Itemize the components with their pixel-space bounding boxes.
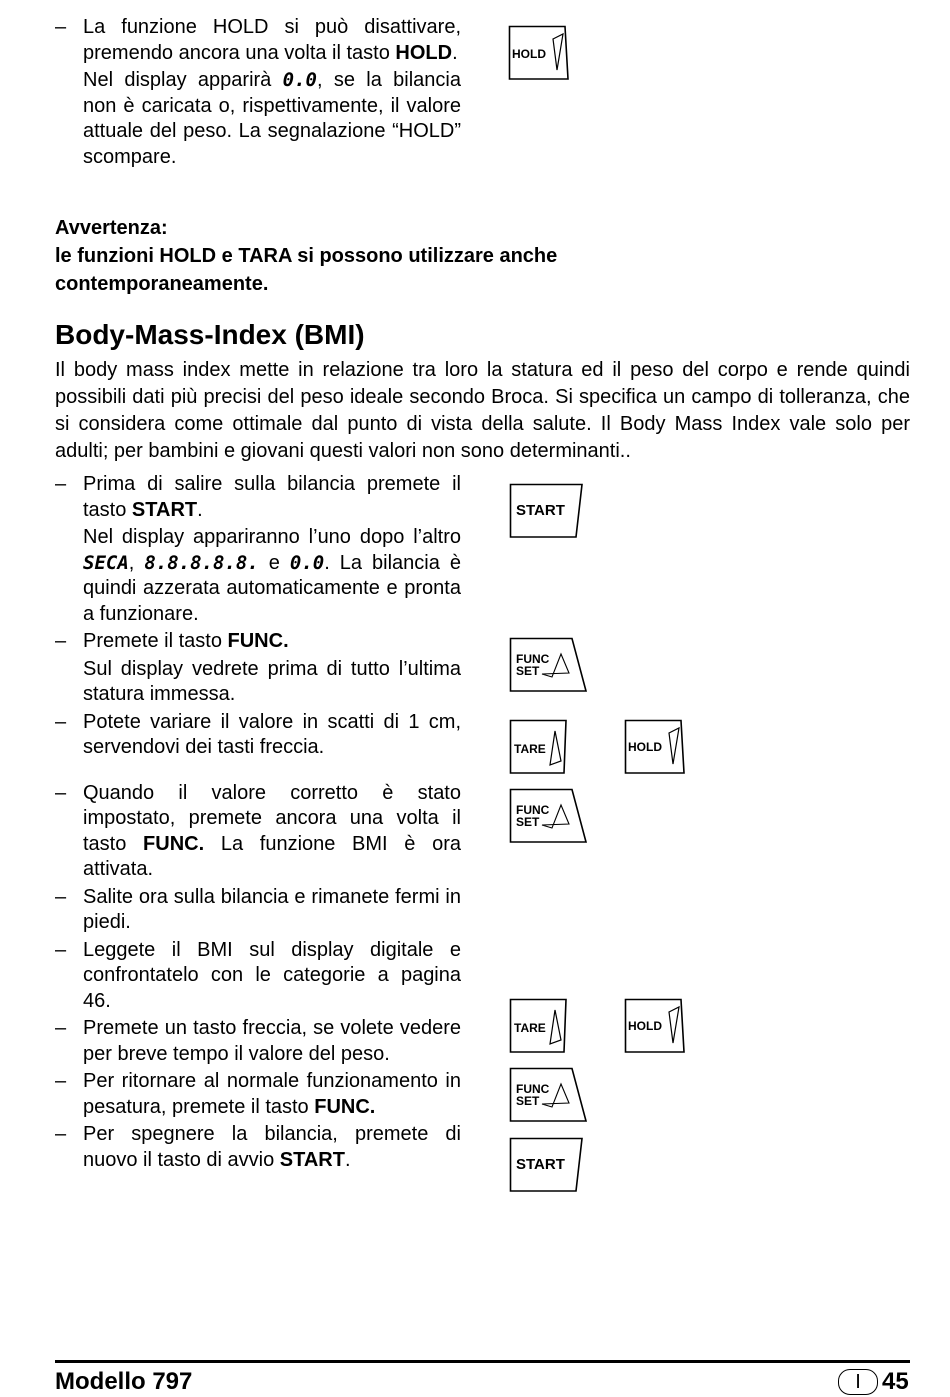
hold-key-icon: [624, 998, 686, 1054]
hold-display-text: Nel display apparirà 0.0, se la bilancia non è caricata o, rispettivamente, il valore attuale del peso. La segnalazione “HOLD” scompare.: [83, 69, 461, 168]
tare-key-icon: [509, 719, 569, 775]
list-item: – Per spegnere la bilancia, premete di nuovo il tasto di avvio START.: [55, 1123, 461, 1171]
list-item: – Prima di salire sulla bilancia premete il tasto START. Nel display appariranno l’uno dopo l’altro SECA, 8.8.8.8.8. e 0.0. La bilancia è quindi azzerata automaticamente e pronta a funzionare.: [55, 473, 461, 625]
list-item: – Per ritornare al normale funzionamento in pesatura, premete il tasto FUNC.: [55, 1070, 461, 1118]
svg-text:TARE: TARE: [514, 742, 546, 756]
func-set-key-icon: [509, 1067, 589, 1123]
list-dash: –: [55, 16, 67, 38]
list-item: – Premete un tasto freccia, se volete vedere per breve tempo il valore del peso.: [55, 1017, 461, 1065]
lcd-zero: 0.0: [282, 69, 317, 91]
func-set-key-icon: [509, 637, 589, 693]
list-item: [55, 15, 461, 170]
svg-text:TARE: TARE: [514, 1021, 546, 1035]
start-key-icon: [509, 483, 585, 539]
list-item: – Leggete il BMI sul display digitale e confrontatelo con le categorie a pagina 46.: [55, 938, 461, 1012]
lcd-seca: SECA: [83, 551, 129, 574]
svg-text:HOLD: HOLD: [512, 47, 546, 61]
list-item: – Quando il valore corretto è stato impostato, premete ancora una volta il tasto FUNC. La funzione BMI è ora attivata.: [55, 781, 461, 880]
lcd-eights: 8.8.8.8.8.: [144, 551, 259, 574]
section-heading: Body-Mass-Index (BMI): [55, 319, 365, 350]
footer-rule: [55, 1360, 910, 1363]
svg-text:HOLD: HOLD: [628, 740, 662, 754]
tare-key-icon: [509, 998, 569, 1054]
hold-off-text: La funzione HOLD si può disattivare, premendo ancora una volta il tasto HOLD.: [83, 16, 461, 64]
bmi-intro: Il body mass index mette in relazione tra loro la statura ed il peso del corpo e rende quindi possibili dati più precisi del peso ideale secondo Broca. Si specifica un campo di tolleranza, che si considera come ottimale dal punto di vista della salute. Il Body Mass Index vale solo per adulti; per bambini e giovani questi valori non sono determinanti..: [55, 359, 910, 462]
svg-text:FUNC: FUNC: [516, 1082, 550, 1096]
start-key-icon: [509, 1137, 585, 1193]
svg-text:FUNC: FUNC: [516, 652, 550, 666]
bmi-steps: [55, 472, 461, 1173]
footer-model: Modello 797: [55, 1368, 193, 1395]
svg-text:START: START: [516, 1156, 565, 1173]
list-item: – Salite ora sulla bilancia e rimanete fermi in piedi.: [55, 885, 461, 933]
footer-page: [838, 1368, 909, 1396]
svg-text:START: START: [516, 502, 565, 519]
svg-text:SET: SET: [516, 815, 540, 829]
language-badge: I: [838, 1369, 878, 1395]
warning-text: le funzioni HOLD e TARA si possono utilizzare anche contemporaneamente.: [55, 245, 558, 295]
page-number: 45: [882, 1368, 909, 1395]
hold-key-icon: [508, 25, 570, 81]
svg-text:FUNC: FUNC: [516, 803, 550, 817]
lcd-zero: 0.0: [289, 551, 325, 574]
hold-section: [55, 15, 461, 170]
warning-title: Avvertenza:: [55, 217, 168, 239]
warning-note: [55, 214, 675, 298]
hold-key-icon: [624, 719, 686, 775]
list-item: – Premete il tasto FUNC. Sul display vedrete prima di tutto l’ultima statura immessa.: [55, 630, 461, 705]
func-set-key-icon: [509, 788, 589, 844]
svg-text:SET: SET: [516, 1094, 540, 1108]
list-item: – Potete variare il valore in scatti di 1 cm, servendovi dei tasti freccia.: [55, 710, 461, 758]
svg-text:SET: SET: [516, 664, 540, 678]
svg-text:HOLD: HOLD: [628, 1019, 662, 1033]
